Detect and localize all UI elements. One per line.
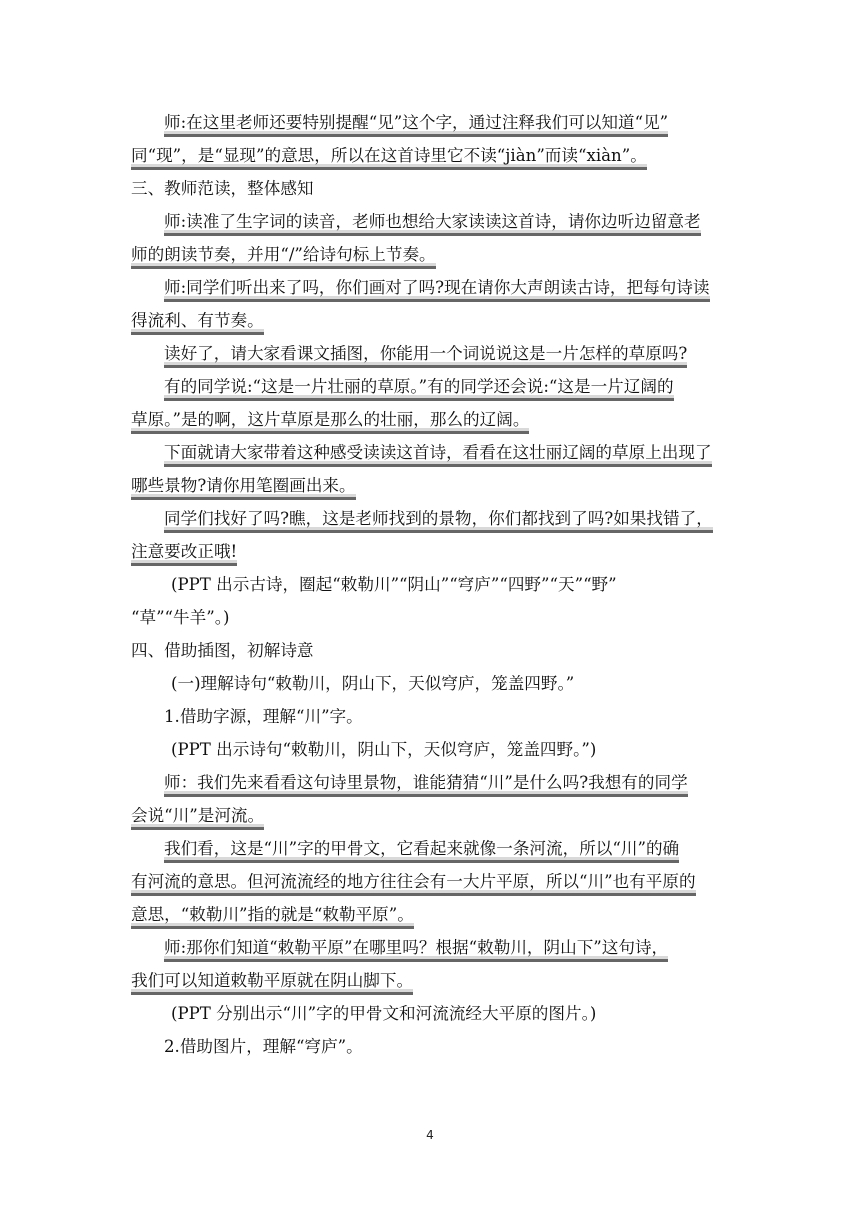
highlighted-text-line (131, 271, 731, 304)
highlighted-text-line (131, 799, 731, 832)
text-line (131, 997, 731, 1030)
page-number: 4 (426, 1128, 434, 1142)
highlighted-text-line (131, 964, 731, 997)
text-line (131, 601, 731, 634)
highlighted-text-line (131, 865, 731, 898)
text-line (131, 733, 731, 766)
highlighted-text-line (131, 436, 731, 469)
line-text: 得流利、有节奏。 (131, 310, 264, 335)
highlighted-text-line (131, 898, 731, 931)
highlighted-text-line (131, 469, 731, 502)
line-text: 有的同学说:“这是一片壮丽的草原。”有的同学还会说:“这是一片辽阔的 (164, 376, 674, 401)
highlighted-text-line (131, 370, 731, 403)
document-body (131, 106, 731, 1063)
highlighted-text-line (131, 931, 731, 964)
highlighted-text-line (131, 337, 731, 370)
text-line (131, 172, 731, 205)
line-text: 注意要改正哦! (131, 541, 237, 566)
highlighted-text-line (131, 766, 731, 799)
line-text: (PPT 出示诗句“敕勒川，阴山下，天似穹庐，笼盖四野。”) (171, 740, 597, 759)
line-text: (PPT 分别出示“川”字的甲骨文和河流流经大平原的图片。) (171, 1004, 597, 1023)
text-line (131, 667, 731, 700)
line-text: (一)理解诗句“敕勒川，阴山下，天似穹庐，笼盖四野。” (171, 674, 575, 693)
highlighted-text-line (131, 304, 731, 337)
line-text: 师:那你们知道“敕勒平原”在哪里吗？根据“敕勒川，阴山下”这句诗， (164, 937, 668, 962)
highlighted-text-line (131, 832, 731, 865)
highlighted-text-line (131, 502, 731, 535)
line-text: 四、借助插图，初解诗意 (131, 641, 314, 660)
line-text: 三、教师范读，整体感知 (131, 179, 314, 198)
text-line (131, 1030, 731, 1063)
line-text: 草原。”是的啊，这片草原是那么的壮丽，那么的辽阔。 (131, 409, 529, 434)
line-text: 师的朗读节奏，并用“/”给诗句标上节奏。 (131, 244, 436, 269)
highlighted-text-line (131, 403, 731, 436)
line-text: (PPT 出示古诗，圈起“敕勒川”“阴山”“穹庐”“四野”“天”“野” (171, 575, 617, 594)
line-text: 下面就请大家带着这种感受读读这首诗，看看在这壮丽辽阔的草原上出现了 (164, 442, 712, 467)
line-text: 同“现”，是“显现”的意思，所以在这首诗里它不读“jiàn”而读“xiàn”。 (131, 145, 647, 170)
line-text: 师:同学们听出来了吗，你们画对了吗?现在请你大声朗读古诗，把每句诗读 (164, 277, 710, 302)
line-text: 1.借助字源，理解“川”字。 (164, 707, 363, 726)
line-text: 我们可以知道敕勒平原就在阴山脚下。 (131, 970, 413, 995)
highlighted-text-line (131, 205, 731, 238)
line-text: 师:在这里老师还要特别提醒“见”这个字，通过注释我们可以知道“见” (164, 112, 668, 137)
line-text: 我们看，这是“川”字的甲骨文，它看起来就像一条河流，所以“川”的确 (164, 838, 679, 863)
line-text: 有河流的意思。但河流流经的地方往往会有一大片平原，所以“川”也有平原的 (131, 871, 696, 896)
highlighted-text-line (131, 238, 731, 271)
line-text: 同学们找好了吗?瞧，这是老师找到的景物，你们都找到了吗?如果找错了， (164, 508, 713, 533)
text-line (131, 568, 731, 601)
line-text: 2.借助图片，理解“穹庐”。 (164, 1037, 363, 1056)
line-text: 哪些景物?请你用笔圈画出来。 (131, 475, 356, 500)
line-text: 会说“川”是河流。 (131, 805, 264, 830)
line-text: “草”“牛羊”。) (131, 608, 230, 627)
highlighted-text-line (131, 139, 731, 172)
text-line (131, 700, 731, 733)
line-text: 读好了，请大家看课文插图，你能用一个词说说这是一片怎样的草原吗? (164, 343, 687, 368)
line-text: 师:读准了生字词的读音，老师也想给大家读读这首诗，请你边听边留意老 (164, 211, 701, 236)
line-text: 意思，“敕勒川”指的就是“敕勒平原”。 (131, 904, 414, 929)
text-line (131, 634, 731, 667)
highlighted-text-line (131, 106, 731, 139)
highlighted-text-line (131, 535, 731, 568)
line-text: 师：我们先来看看这句诗里景物，谁能猜猜“川”是什么吗?我想有的同学 (164, 772, 688, 797)
